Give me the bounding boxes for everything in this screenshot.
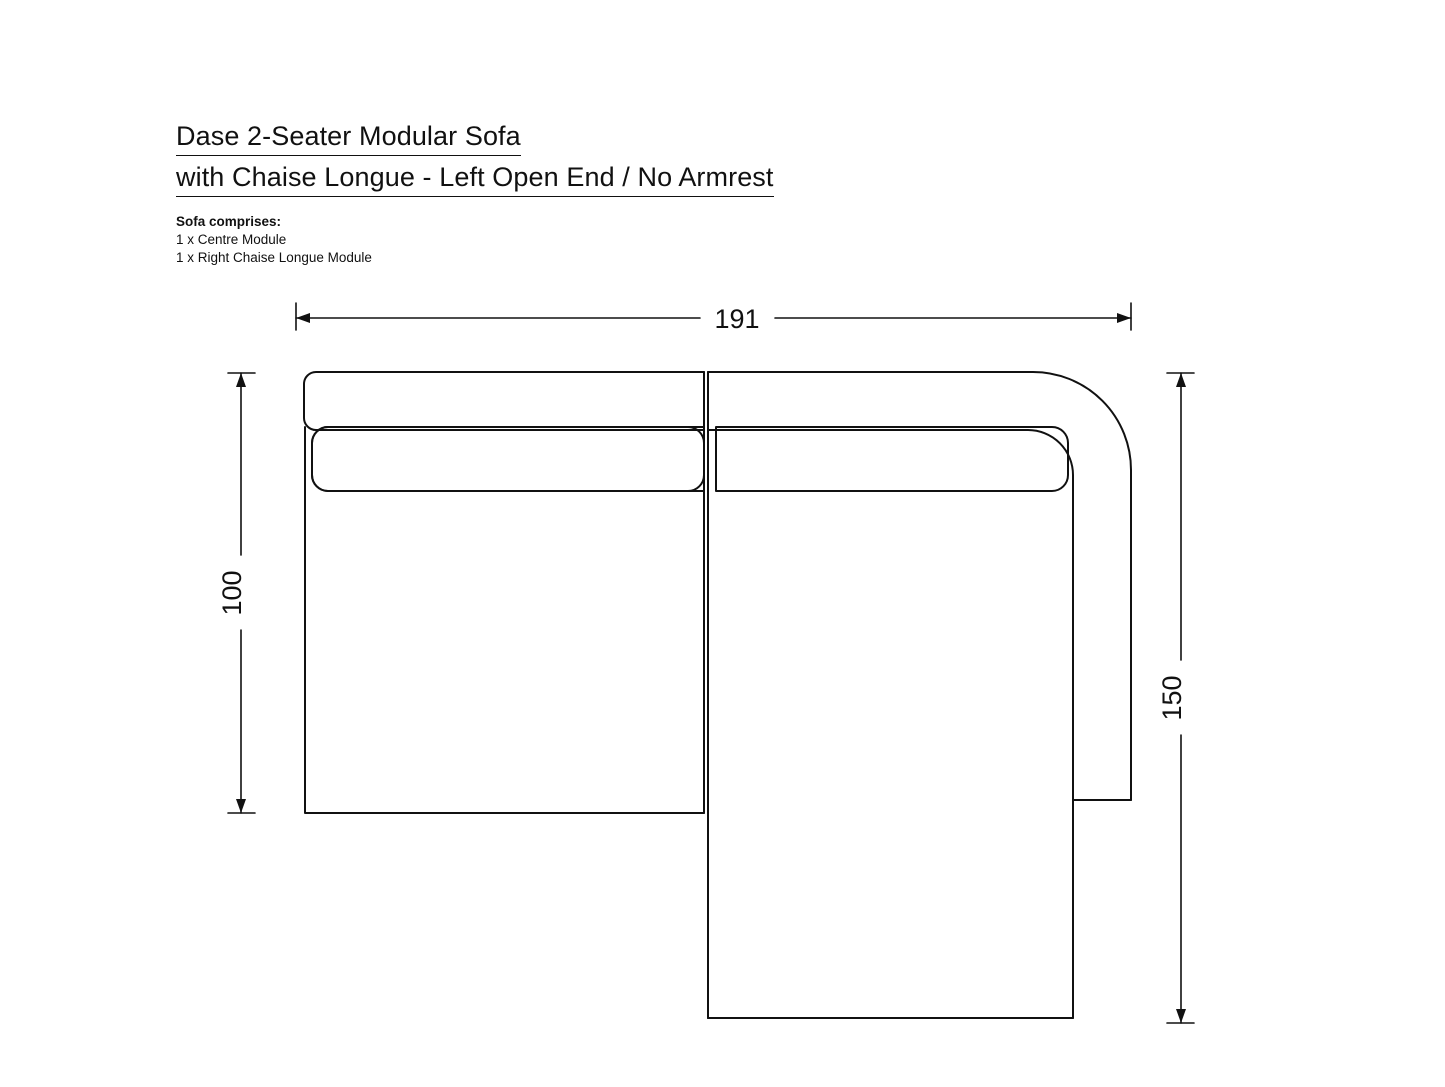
- centre-module: [304, 372, 704, 813]
- title-line-1: Dase 2-Seater Modular Sofa: [176, 118, 521, 156]
- dimension-label-depth-right: 150: [1157, 675, 1187, 721]
- dimension-label-depth-left: 100: [217, 570, 247, 616]
- comprises-item-1: 1 x Centre Module: [176, 232, 287, 247]
- dimension-label-width: 191: [714, 304, 760, 334]
- title-line-2: with Chaise Longue - Left Open End / No Armrest: [176, 159, 774, 197]
- comprises-item-2: 1 x Right Chaise Longue Module: [176, 250, 372, 265]
- chaise-longue-module: [708, 372, 1131, 1018]
- comprises-heading: Sofa comprises:: [176, 214, 282, 229]
